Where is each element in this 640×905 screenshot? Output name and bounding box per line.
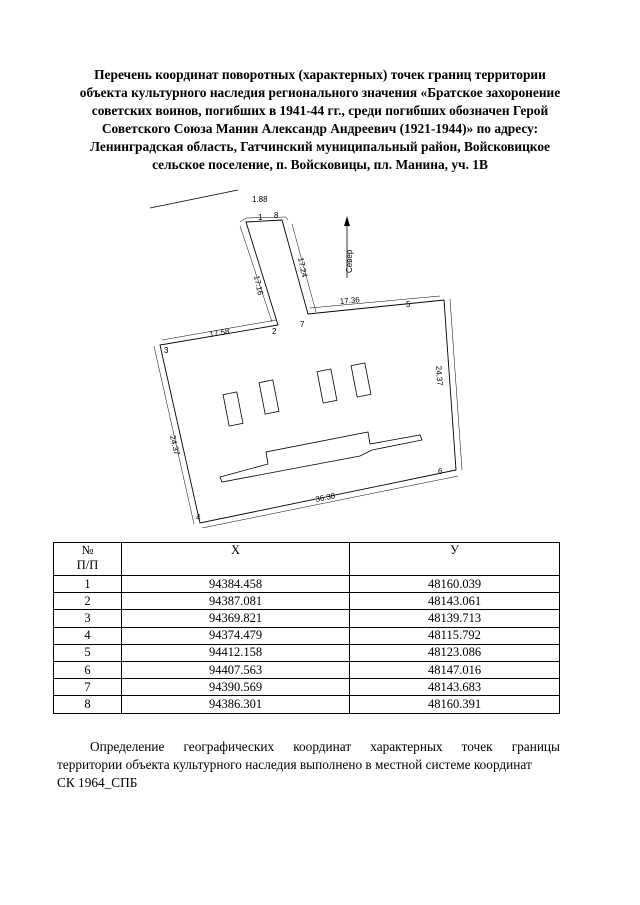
point-label: 5 <box>406 300 411 309</box>
point-label: 3 <box>164 346 169 355</box>
title-line: объекта культурного наследия регионального значения «Братское захоронение <box>79 85 561 100</box>
column-header-number-line2: П/П <box>76 558 99 572</box>
cell-x: 94387.081 <box>122 593 350 610</box>
table-row <box>54 576 560 593</box>
table-row <box>54 661 560 678</box>
cell-x: 94386.301 <box>122 696 350 713</box>
dimension-label: 24.37 <box>434 365 445 387</box>
cell-number: 3 <box>54 610 122 627</box>
cell-y: 48143.683 <box>350 679 560 696</box>
column-header-number <box>54 543 122 576</box>
cell-number: 4 <box>54 627 122 644</box>
north-label: Север <box>345 249 354 273</box>
document-title <box>40 66 600 174</box>
column-header-y: У <box>350 543 560 576</box>
cell-number: 5 <box>54 644 122 661</box>
cell-number: 6 <box>54 661 122 678</box>
title-line: Перечень координат поворотных (характерных) точек границ территории <box>94 67 546 82</box>
note-line: СК 1964_СПБ <box>57 775 138 790</box>
cell-y: 48123.086 <box>350 644 560 661</box>
coordinate-system-note <box>57 738 560 792</box>
dimension-label: 24.37 <box>168 434 182 456</box>
cell-y: 48115.792 <box>350 627 560 644</box>
dimension-line <box>202 476 458 528</box>
cell-x: 94369.821 <box>122 610 350 627</box>
table-row <box>54 696 560 713</box>
table-row <box>54 644 560 661</box>
point-label: 2 <box>272 327 277 336</box>
point-label: 1 <box>258 213 263 222</box>
point-label: 8 <box>274 211 279 220</box>
dimension-line <box>240 226 272 322</box>
point-label: 6 <box>438 467 443 476</box>
cell-y: 48139.713 <box>350 610 560 627</box>
tombstone <box>317 369 337 403</box>
memorial-wall <box>220 432 422 482</box>
dimension-label: 17.36 <box>339 295 361 306</box>
cell-x: 94412.158 <box>122 644 350 661</box>
territory-boundary <box>160 220 456 523</box>
title-line: Ленинградская область, Гатчинский муниципальный район, Войсковицкое <box>90 139 550 154</box>
cell-x: 94390.569 <box>122 679 350 696</box>
dimension-label: 17.16 <box>252 274 266 297</box>
tombstone <box>351 363 371 397</box>
title-line: советских воинов, погибших в 1941-44 гг., среди погибших обозначен Герой <box>91 103 549 118</box>
cell-y: 48160.039 <box>350 576 560 593</box>
column-header-x: X <box>122 543 350 576</box>
cell-y: 48160.391 <box>350 696 560 713</box>
table-header-row <box>54 543 560 576</box>
table-row <box>54 610 560 627</box>
point-label: 7 <box>300 320 305 329</box>
title-line: сельское поселение, п. Войсковицы, пл. Манина, уч. 1В <box>152 157 488 172</box>
tombstone <box>259 380 279 414</box>
cell-number: 2 <box>54 593 122 610</box>
title-line: Советского Союза Манин Александр Андреевич (1921-1944)» по адресу: <box>101 121 539 136</box>
cell-y: 48143.061 <box>350 593 560 610</box>
note-line: Определение географических координат характерных точек границы <box>90 739 560 754</box>
table-row <box>54 627 560 644</box>
point-label: 4 <box>196 513 201 522</box>
cell-y: 48147.016 <box>350 661 560 678</box>
cell-number: 1 <box>54 576 122 593</box>
north-arrow-head-icon <box>344 216 350 226</box>
coordinates-table <box>53 542 560 714</box>
dimension-label: 17.24 <box>296 256 310 279</box>
road-line <box>150 190 238 208</box>
table-row <box>54 679 560 696</box>
dimension-label: 1.88 <box>252 195 268 204</box>
dimension-label: 17.58 <box>208 326 231 339</box>
cell-x: 94374.479 <box>122 627 350 644</box>
dimension-label: 36.38 <box>314 491 337 504</box>
dimension-line <box>450 299 462 470</box>
table-row <box>54 593 560 610</box>
tombstone <box>223 392 243 426</box>
cell-x: 94407.563 <box>122 661 350 678</box>
column-header-number-line1: № <box>81 543 94 557</box>
cell-number: 8 <box>54 696 122 713</box>
site-plan-drawing <box>140 188 470 528</box>
cell-number: 7 <box>54 679 122 696</box>
note-line: территории объекта культурного наследия выполнено в местной системе координат <box>57 757 532 772</box>
cell-x: 94384.458 <box>122 576 350 593</box>
